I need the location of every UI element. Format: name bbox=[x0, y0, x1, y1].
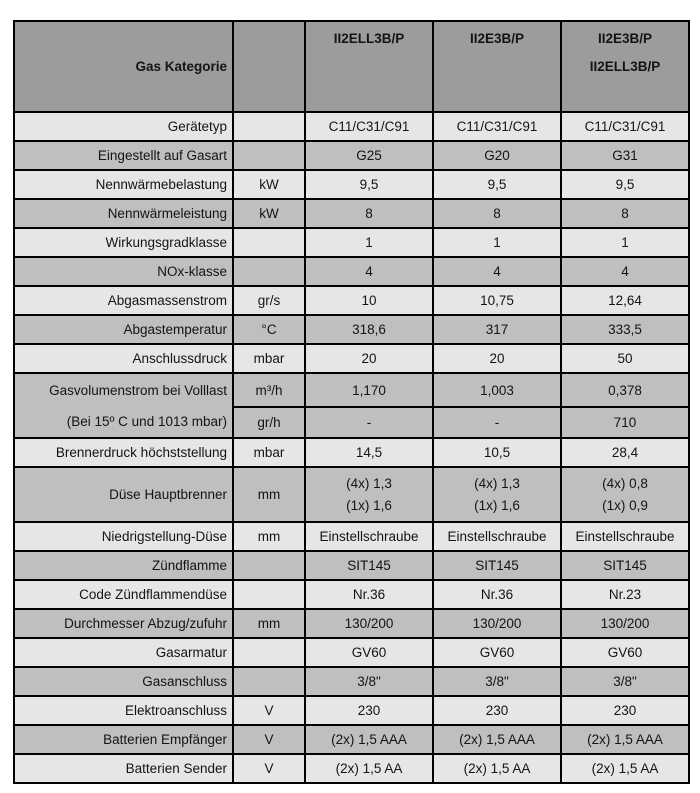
row-value bbox=[305, 286, 433, 315]
row-value-text: 4 bbox=[621, 264, 629, 279]
row-value-text: 10 bbox=[361, 293, 377, 308]
row-label bbox=[14, 141, 233, 170]
header-col-text: II2ELL3B/P bbox=[589, 59, 661, 74]
row-value bbox=[305, 199, 433, 228]
row-value-text: 130/200 bbox=[600, 616, 650, 631]
row-value bbox=[433, 141, 561, 170]
row-value-text: 318,6 bbox=[352, 322, 386, 337]
row-unit bbox=[233, 667, 305, 696]
row-value bbox=[433, 257, 561, 286]
row-unit bbox=[233, 228, 305, 257]
row-unit: gr/h bbox=[233, 407, 305, 438]
row-value-text: Einstellschraube bbox=[447, 529, 547, 544]
header-col-3 bbox=[561, 21, 689, 112]
row-value-text: - bbox=[366, 415, 372, 430]
row-value-text: 1 bbox=[621, 235, 629, 250]
row-value-text: 3/8" bbox=[485, 674, 509, 689]
row-value bbox=[433, 609, 561, 638]
row-value-text: 14,5 bbox=[355, 445, 383, 460]
row-value bbox=[561, 522, 689, 551]
table-row bbox=[14, 667, 689, 696]
row-value-text: 20 bbox=[489, 351, 505, 366]
row-unit: mbar bbox=[233, 438, 305, 467]
row-label-text: Gasvolumenstrom bei Volllast bbox=[49, 382, 227, 398]
row-value bbox=[433, 315, 561, 344]
table-row bbox=[14, 438, 689, 467]
table-row bbox=[14, 522, 689, 551]
row-value-text: (4x) 0,8 bbox=[602, 475, 648, 491]
header-unit-spacer bbox=[233, 21, 305, 112]
row-value-text: GV60 bbox=[607, 645, 643, 660]
table-row bbox=[14, 580, 689, 609]
row-label bbox=[14, 467, 233, 522]
row-unit: kW bbox=[233, 199, 305, 228]
header-col-text: II2ELL3B/P bbox=[333, 31, 405, 46]
row-label bbox=[14, 667, 233, 696]
row-label bbox=[14, 228, 233, 257]
row-label bbox=[14, 754, 233, 783]
row-value-text: Einstellschraube bbox=[319, 529, 419, 544]
row-value-text: 230 bbox=[485, 703, 509, 718]
row-value bbox=[433, 438, 561, 467]
table-row bbox=[14, 199, 689, 228]
row-value-text: G25 bbox=[356, 148, 382, 163]
row-label bbox=[14, 438, 233, 467]
row-label-text: Abgastemperatur bbox=[123, 322, 227, 337]
row-value bbox=[561, 112, 689, 141]
table-row bbox=[14, 286, 689, 315]
row-value bbox=[433, 467, 561, 522]
row-value-text: (1x) 0,9 bbox=[602, 497, 648, 513]
row-value bbox=[433, 725, 561, 754]
row-value-text: 0,378 bbox=[608, 382, 642, 398]
row-value-text: 9,5 bbox=[615, 177, 635, 192]
row-value-text: Nr.23 bbox=[608, 587, 642, 602]
row-value-text: (2x) 1,5 AAA bbox=[331, 732, 407, 747]
row-label bbox=[14, 609, 233, 638]
row-value-text: C11/C31/C91 bbox=[456, 119, 538, 134]
table-row bbox=[14, 344, 689, 373]
header-col-2 bbox=[433, 21, 561, 112]
header-col-1 bbox=[305, 21, 433, 112]
row-value bbox=[433, 407, 561, 438]
row-value bbox=[305, 141, 433, 170]
row-value-text: 20 bbox=[361, 351, 377, 366]
row-value bbox=[561, 725, 689, 754]
row-value bbox=[433, 667, 561, 696]
row-label bbox=[14, 315, 233, 344]
row-label-text: Nennwärmebelastung bbox=[95, 177, 227, 192]
row-value-text: 4 bbox=[493, 264, 501, 279]
row-value-text: (4x) 1,3 bbox=[474, 475, 520, 491]
header-gas-kategorie bbox=[14, 21, 233, 112]
table-row bbox=[14, 754, 689, 783]
table-row bbox=[14, 170, 689, 199]
row-value-text: 1 bbox=[365, 235, 373, 250]
row-label-text: Anschlussdruck bbox=[132, 351, 227, 366]
table-row bbox=[14, 638, 689, 667]
row-label-text: Wirkungsgradklasse bbox=[105, 235, 227, 250]
row-value-text: - bbox=[494, 415, 500, 430]
row-value-text: 333,5 bbox=[608, 322, 642, 337]
table-row bbox=[14, 696, 689, 725]
row-value bbox=[561, 373, 689, 407]
row-value-text: 10,5 bbox=[483, 445, 511, 460]
row-value-text: 130/200 bbox=[344, 616, 394, 631]
row-unit: mm bbox=[233, 609, 305, 638]
row-value-text: 8 bbox=[493, 206, 501, 221]
row-value-text: G20 bbox=[484, 148, 510, 163]
table-row bbox=[14, 373, 689, 407]
row-value bbox=[433, 580, 561, 609]
row-value bbox=[561, 257, 689, 286]
row-label-text: Elektroanschluss bbox=[124, 703, 227, 718]
row-value bbox=[305, 725, 433, 754]
row-value bbox=[561, 638, 689, 667]
row-value-text: 9,5 bbox=[359, 177, 379, 192]
row-value-text: SIT145 bbox=[475, 558, 519, 573]
row-value bbox=[433, 344, 561, 373]
row-value bbox=[433, 286, 561, 315]
row-value bbox=[305, 344, 433, 373]
row-label bbox=[14, 580, 233, 609]
row-value bbox=[305, 257, 433, 286]
row-value bbox=[561, 754, 689, 783]
row-value-text: (2x) 1,5 AAA bbox=[587, 732, 663, 747]
row-value-text: C11/C31/C91 bbox=[584, 119, 666, 134]
row-value bbox=[433, 696, 561, 725]
row-value-text: 9,5 bbox=[487, 177, 507, 192]
row-value bbox=[561, 667, 689, 696]
row-label bbox=[14, 373, 233, 438]
row-value bbox=[305, 170, 433, 199]
table-row bbox=[14, 112, 689, 141]
row-value-text: SIT145 bbox=[603, 558, 647, 573]
row-label bbox=[14, 112, 233, 141]
table-row bbox=[14, 228, 689, 257]
row-value-text: 1 bbox=[493, 235, 501, 250]
row-value-text: 28,4 bbox=[611, 445, 639, 460]
row-unit: °C bbox=[233, 315, 305, 344]
row-label-text: Durchmesser Abzug/zufuhr bbox=[64, 616, 227, 631]
row-value bbox=[561, 438, 689, 467]
row-value-text: 50 bbox=[617, 351, 633, 366]
row-value bbox=[561, 344, 689, 373]
header-row bbox=[14, 21, 689, 112]
row-value-text: 317 bbox=[485, 322, 509, 337]
row-unit: V bbox=[233, 754, 305, 783]
row-value bbox=[561, 580, 689, 609]
row-label-text: (Bei 15º C und 1013 mbar) bbox=[66, 413, 227, 429]
row-value-text: Nr.36 bbox=[352, 587, 386, 602]
header-col-text: II2E3B/P bbox=[597, 31, 653, 46]
row-value bbox=[305, 467, 433, 522]
table-body bbox=[14, 112, 689, 783]
row-value bbox=[561, 141, 689, 170]
table-header bbox=[14, 21, 689, 112]
row-label-text: Nennwärmeleistung bbox=[107, 206, 227, 221]
row-value bbox=[561, 551, 689, 580]
row-value bbox=[305, 112, 433, 141]
row-value-text: 230 bbox=[613, 703, 637, 718]
row-label-text: Gasanschluss bbox=[142, 674, 227, 689]
row-value-text: 12,64 bbox=[608, 293, 642, 308]
row-value-text: (2x) 1,5 AA bbox=[463, 761, 531, 776]
table-row bbox=[14, 609, 689, 638]
row-label-text: Zündflamme bbox=[151, 558, 227, 573]
row-unit bbox=[233, 551, 305, 580]
row-unit bbox=[233, 580, 305, 609]
row-value bbox=[305, 407, 433, 438]
row-label bbox=[14, 522, 233, 551]
row-value-text: 10,75 bbox=[480, 293, 514, 308]
row-value bbox=[433, 754, 561, 783]
table-row bbox=[14, 315, 689, 344]
row-value bbox=[433, 199, 561, 228]
row-label-text: Batterien Empfänger bbox=[103, 732, 227, 747]
row-value-text: (1x) 1,6 bbox=[474, 497, 520, 513]
row-label bbox=[14, 725, 233, 754]
row-value-text: G31 bbox=[612, 148, 638, 163]
row-value-text: 8 bbox=[365, 206, 373, 221]
row-unit bbox=[233, 638, 305, 667]
row-value bbox=[305, 551, 433, 580]
row-value bbox=[305, 315, 433, 344]
row-value bbox=[433, 551, 561, 580]
table-row bbox=[14, 141, 689, 170]
row-unit: kW bbox=[233, 170, 305, 199]
row-value bbox=[433, 373, 561, 407]
row-unit: mbar bbox=[233, 344, 305, 373]
row-value-text: (2x) 1,5 AA bbox=[335, 761, 403, 776]
row-value bbox=[561, 228, 689, 257]
row-value bbox=[561, 315, 689, 344]
row-label bbox=[14, 551, 233, 580]
row-label-text: NOx-klasse bbox=[157, 264, 227, 279]
row-value-text: Einstellschraube bbox=[575, 529, 675, 544]
row-value-text: 4 bbox=[365, 264, 373, 279]
row-label bbox=[14, 286, 233, 315]
row-value bbox=[305, 696, 433, 725]
table-row bbox=[14, 551, 689, 580]
row-value bbox=[433, 522, 561, 551]
table-row bbox=[14, 257, 689, 286]
row-unit: mm bbox=[233, 467, 305, 522]
row-unit bbox=[233, 257, 305, 286]
row-value bbox=[305, 638, 433, 667]
row-value-text: 130/200 bbox=[472, 616, 522, 631]
row-value bbox=[561, 407, 689, 438]
row-value-text: 8 bbox=[621, 206, 629, 221]
row-label bbox=[14, 257, 233, 286]
row-unit bbox=[233, 141, 305, 170]
row-value bbox=[305, 438, 433, 467]
row-label-text: Code Zündflammendüse bbox=[79, 587, 227, 602]
row-value bbox=[561, 467, 689, 522]
row-value bbox=[305, 373, 433, 407]
row-label bbox=[14, 696, 233, 725]
row-value bbox=[305, 667, 433, 696]
row-label-text: Batterien Sender bbox=[125, 761, 227, 776]
row-value bbox=[561, 696, 689, 725]
row-value bbox=[561, 170, 689, 199]
row-value-text: 230 bbox=[357, 703, 381, 718]
row-value-text: (1x) 1,6 bbox=[346, 497, 392, 513]
row-value-text: 1,170 bbox=[352, 382, 386, 398]
row-label-text: Brennerdruck höchststellung bbox=[55, 445, 227, 460]
row-value bbox=[305, 228, 433, 257]
row-label-text: Gasarmatur bbox=[155, 645, 227, 660]
row-value-text: SIT145 bbox=[347, 558, 391, 573]
row-value bbox=[433, 638, 561, 667]
row-label-text: Eingestellt auf Gasart bbox=[97, 148, 227, 163]
row-value-text: (2x) 1,5 AA bbox=[591, 761, 659, 776]
row-unit: gr/s bbox=[233, 286, 305, 315]
row-value bbox=[561, 609, 689, 638]
row-unit: V bbox=[233, 696, 305, 725]
row-value-text: 1,003 bbox=[480, 382, 514, 398]
row-unit: mm bbox=[233, 522, 305, 551]
row-label bbox=[14, 344, 233, 373]
row-value bbox=[561, 199, 689, 228]
row-label-text: Gerätetyp bbox=[167, 119, 227, 134]
table-row bbox=[14, 467, 689, 522]
row-value bbox=[561, 286, 689, 315]
row-value-text: (4x) 1,3 bbox=[346, 475, 392, 491]
row-label bbox=[14, 638, 233, 667]
row-value bbox=[433, 228, 561, 257]
row-unit: m³/h bbox=[233, 373, 305, 407]
row-label-text: Düse Hauptbrenner bbox=[109, 487, 227, 502]
row-value-text: GV60 bbox=[351, 645, 387, 660]
row-unit: V bbox=[233, 725, 305, 754]
row-label-text: Niedrigstellung-Düse bbox=[101, 529, 227, 544]
row-value-text: Nr.36 bbox=[480, 587, 514, 602]
row-value-text: 710 bbox=[613, 415, 637, 430]
row-value bbox=[433, 112, 561, 141]
row-value bbox=[305, 522, 433, 551]
row-value-text: (2x) 1,5 AAA bbox=[459, 732, 535, 747]
row-value bbox=[305, 609, 433, 638]
header-label-text: Gas Kategorie bbox=[135, 59, 227, 74]
table-row bbox=[14, 725, 689, 754]
row-label-text: Abgasmassenstrom bbox=[107, 293, 227, 308]
row-value-text: 3/8" bbox=[357, 674, 381, 689]
row-value-text: GV60 bbox=[479, 645, 515, 660]
row-value bbox=[305, 580, 433, 609]
gas-spec-table bbox=[13, 20, 690, 784]
row-value-text: 3/8" bbox=[613, 674, 637, 689]
row-value bbox=[433, 170, 561, 199]
row-label bbox=[14, 199, 233, 228]
row-value-text: C11/C31/C91 bbox=[328, 119, 410, 134]
row-label bbox=[14, 170, 233, 199]
row-value bbox=[305, 754, 433, 783]
header-col-text: II2E3B/P bbox=[469, 31, 525, 46]
row-unit bbox=[233, 112, 305, 141]
